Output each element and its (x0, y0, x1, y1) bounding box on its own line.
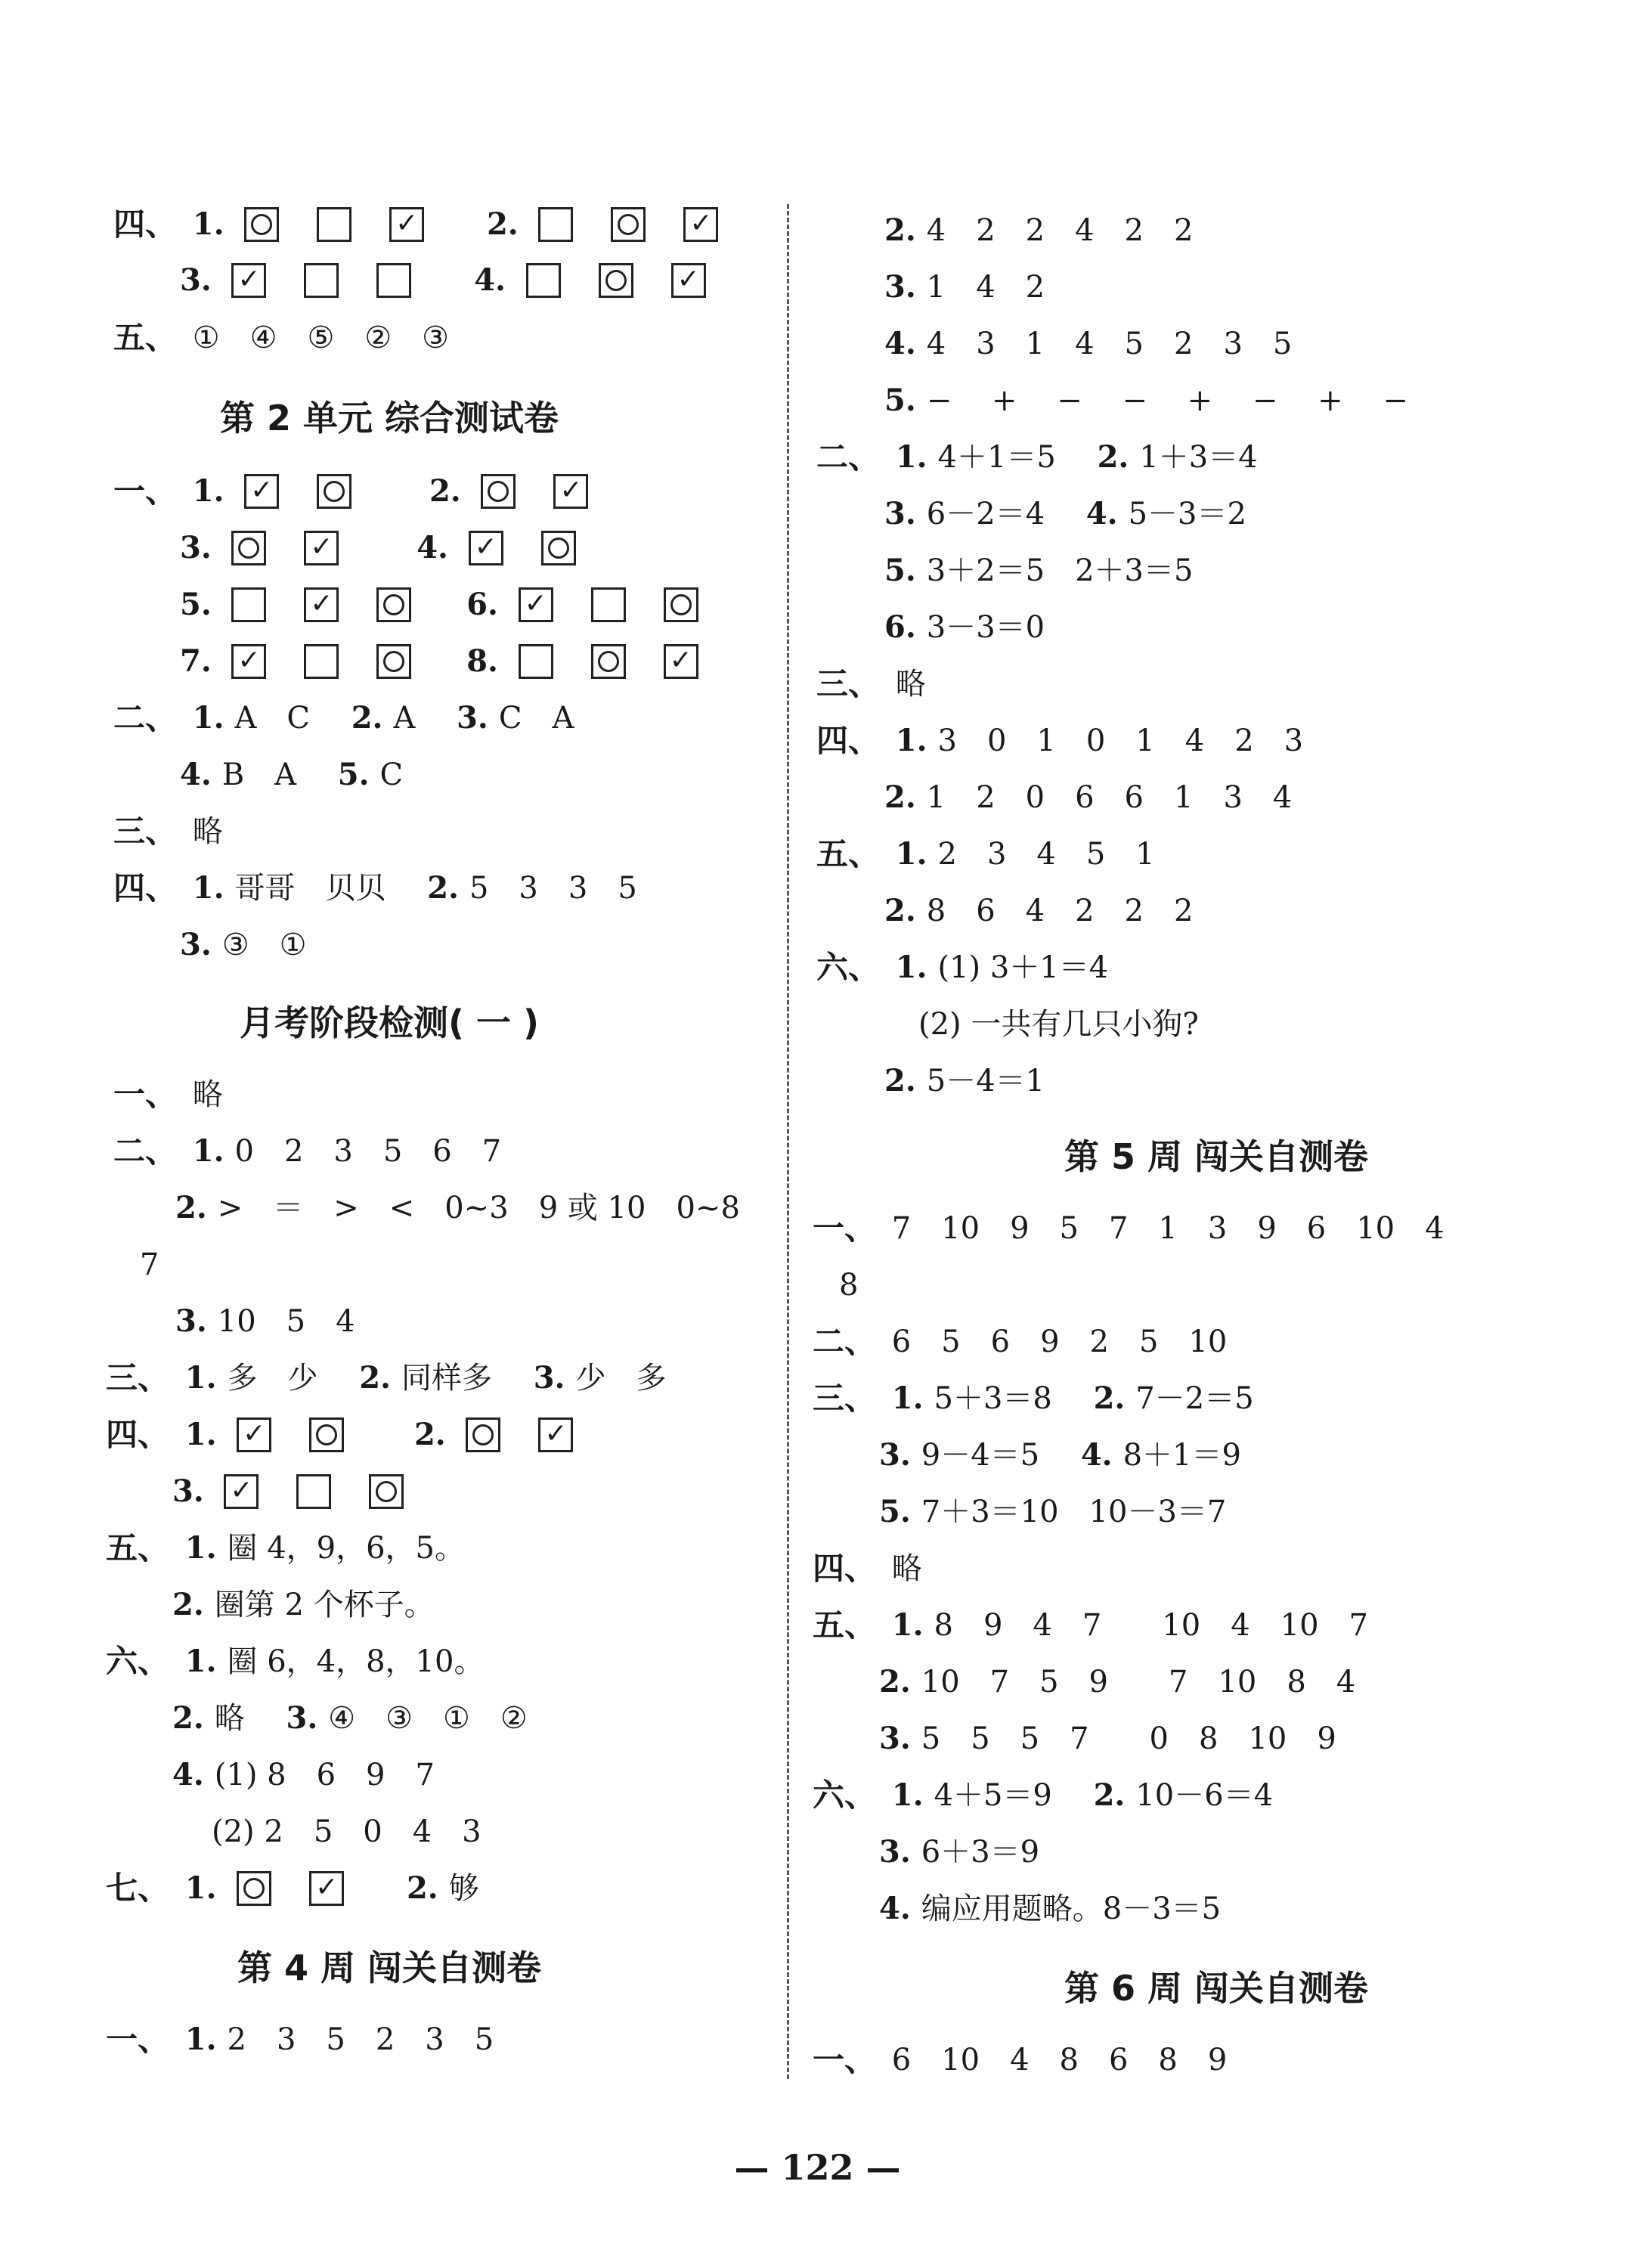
circle-box-icon (481, 474, 516, 509)
answer-line (884, 771, 1292, 820)
answer-text: 9－4＝5 (921, 1438, 1040, 1473)
question-number: 3. (172, 1473, 204, 1509)
question-number: 3. (180, 262, 212, 298)
empty-box-icon (526, 263, 561, 298)
answer-line (816, 431, 1258, 479)
check-box-icon (224, 1474, 259, 1509)
answer-text: 3－3＝0 (926, 610, 1045, 645)
answer-text: ③ ① (221, 928, 307, 962)
question-number: 1. (891, 1607, 924, 1643)
answer-line (212, 1805, 482, 1854)
answer-text: 5 5 5 7 0 8 10 9 (921, 1721, 1336, 1756)
question-number: 1. (184, 1530, 217, 1566)
answer-text: 7 (140, 1247, 159, 1282)
answer-text: 7－2＝5 (1135, 1381, 1254, 1416)
answer-line (813, 1202, 1445, 1250)
answer-text: 8＋1＝9 (1123, 1438, 1241, 1473)
question-number: 2. (884, 212, 916, 248)
question-number: 6. (884, 609, 916, 645)
answer-text: 圈第 2 个杯子。 (214, 1588, 435, 1622)
answer-line (879, 1882, 1221, 1931)
answer-line (113, 198, 756, 246)
section-label: 四、 (816, 722, 881, 759)
answer-text: 5＋3＝8 (934, 1381, 1052, 1416)
answer-text: A C (234, 701, 310, 736)
answer-line (813, 1315, 1227, 1364)
answer-line (813, 1599, 1368, 1647)
answer-text: 0 2 3 5 6 7 (234, 1134, 502, 1169)
empty-box-icon (231, 587, 266, 622)
question-number: 1. (184, 2022, 217, 2057)
question-number: 2. (1093, 1380, 1126, 1416)
answer-text: 少 多 (575, 1361, 667, 1396)
section-label: 四、 (106, 1416, 170, 1453)
answer-line (113, 862, 637, 910)
empty-box-icon (519, 644, 553, 679)
question-number: 1. (184, 1870, 217, 1906)
answer-text: ① ④ ⑤ ② ③ (192, 321, 450, 355)
question-number: 4. (1085, 496, 1118, 531)
check-box-icon (683, 207, 718, 242)
section-label: 五、 (816, 835, 881, 872)
answer-line (175, 1182, 740, 1230)
answer-line (879, 1486, 1226, 1534)
section-label: 一、 (113, 472, 178, 510)
check-box-icon (231, 644, 266, 679)
answer-line (879, 1656, 1355, 1704)
circle-box-icon (231, 531, 266, 565)
answer-text: 4 3 1 4 5 2 3 5 (926, 327, 1293, 361)
answer-text: 6 5 6 9 2 5 10 (891, 1325, 1228, 1359)
question-number: 1. (184, 1644, 217, 1679)
answer-text: > ＝ > < 0~3 9 或 10 0~8 (217, 1191, 740, 1225)
circle-box-icon (244, 207, 279, 242)
answer-line (813, 1372, 1254, 1421)
empty-box-icon (296, 1474, 331, 1509)
answer-text: 2 3 4 5 1 (937, 837, 1155, 872)
section-label: 七、 (106, 1870, 170, 1907)
check-box-icon (664, 644, 698, 679)
answer-line (879, 1429, 1241, 1477)
question-number: 1. (895, 950, 927, 985)
answer-text: 略 (192, 814, 223, 849)
answer-text: 1 4 2 (926, 270, 1045, 305)
answer-line (813, 1769, 1273, 1817)
answer-text: 7 10 9 5 7 1 3 9 6 10 4 (891, 1211, 1445, 1246)
question-number: 2. (884, 893, 916, 928)
answer-text: 3 0 1 0 1 4 2 3 (937, 723, 1304, 758)
answer-line (884, 318, 1292, 366)
answer-line (813, 1542, 922, 1591)
section-label: 一、 (106, 2021, 170, 2058)
answer-text: B A (221, 758, 297, 792)
question-number: 2. (884, 779, 916, 815)
circle-box-icon (317, 474, 351, 509)
answer-text: 2 3 5 2 3 5 (227, 2022, 494, 2057)
circle-box-icon (376, 644, 411, 679)
answer-line (180, 635, 736, 683)
question-number: 2. (429, 473, 461, 509)
question-number: 4. (884, 326, 916, 361)
answer-line (813, 2034, 1227, 2082)
section-label: 二、 (816, 438, 881, 476)
column-divider (787, 204, 789, 2079)
answer-line (113, 465, 626, 513)
answer-text: (2) 2 5 0 4 3 (212, 1814, 482, 1849)
answer-text: C A (498, 701, 574, 736)
question-number: 2. (172, 1700, 204, 1736)
answer-line (884, 544, 1193, 593)
answer-line (106, 1862, 479, 1910)
check-box-icon (469, 531, 503, 565)
question-number: 4. (879, 1891, 911, 1926)
empty-box-icon (304, 644, 339, 679)
answer-line (879, 1712, 1336, 1761)
question-number: 1. (184, 1417, 217, 1452)
section-title: 第 2 单元 综合测试卷 (219, 398, 559, 438)
answer-line (180, 748, 403, 797)
answer-line (172, 1465, 441, 1514)
question-number: 8. (466, 643, 498, 679)
section-label: 六、 (106, 1643, 170, 1680)
answer-text: 10－6＝4 (1135, 1778, 1274, 1813)
answer-text: 4＋5＝9 (934, 1778, 1052, 1813)
check-box-icon (538, 1418, 573, 1452)
question-number: 2. (879, 1664, 911, 1699)
answer-line (140, 1238, 159, 1287)
question-number: 1. (891, 1777, 924, 1813)
question-number: 2. (427, 870, 459, 906)
answer-text: 1＋3＝4 (1139, 440, 1258, 475)
answer-text: (2) 一共有几只小狗? (918, 1007, 1199, 1042)
question-number: 6. (466, 587, 498, 622)
question-number: 1. (192, 206, 225, 242)
circle-box-icon (664, 587, 698, 622)
answer-line (172, 1749, 435, 1797)
question-number: 2. (1093, 1777, 1126, 1813)
answer-text: 8 (839, 1268, 859, 1303)
section-label: 二、 (113, 699, 178, 736)
check-box-icon (244, 474, 279, 509)
answer-text: 略 (214, 1701, 245, 1736)
section-title: 第 4 周 闯关自测卷 (237, 1947, 542, 1988)
check-box-icon (519, 587, 553, 622)
question-number: 2. (172, 1587, 204, 1622)
answer-line (180, 522, 614, 570)
question-number: 4. (474, 262, 506, 298)
answer-line (106, 1635, 484, 1684)
answer-text: 略 (891, 1551, 922, 1586)
answer-line (113, 805, 223, 854)
section-label: 五、 (113, 319, 178, 356)
section-label: 三、 (816, 665, 881, 702)
question-number: 1. (192, 700, 225, 736)
question-number: 3. (457, 700, 488, 736)
answer-line (884, 601, 1045, 649)
section-label: 三、 (813, 1380, 877, 1417)
answer-line (113, 1125, 501, 1173)
question-number: 4. (180, 757, 212, 792)
answer-text: 够 (448, 1871, 479, 1906)
question-number: 1. (895, 836, 927, 872)
question-number: 3. (879, 1721, 911, 1756)
answer-text: 7＋3＝10 10－3＝7 (921, 1495, 1227, 1529)
answer-text: 8 9 4 7 10 4 10 7 (934, 1608, 1368, 1643)
answer-text: (1) 3＋1＝4 (937, 950, 1109, 985)
answer-line (918, 998, 1199, 1046)
check-box-icon (237, 1418, 271, 1452)
question-number: 3. (180, 530, 212, 565)
circle-box-icon (599, 263, 633, 298)
answer-line (884, 204, 1193, 253)
section-label: 五、 (106, 1529, 170, 1566)
check-box-icon (231, 263, 266, 298)
question-number: 3. (286, 1700, 318, 1736)
answer-text: 哥哥 贝贝 (234, 871, 386, 906)
section-label: 三、 (113, 813, 178, 850)
question-number: 3. (884, 269, 916, 305)
answer-text: C (379, 758, 404, 792)
question-number: 1. (192, 1133, 225, 1169)
answer-text: 6＋3＝9 (921, 1835, 1040, 1870)
answer-line (884, 488, 1246, 536)
answer-text: (1) 8 6 9 7 (214, 1758, 435, 1792)
question-number: 2. (486, 206, 519, 242)
answer-line (180, 578, 736, 627)
empty-box-icon (304, 263, 339, 298)
section-title: 第 6 周 闯关自测卷 (1064, 1968, 1369, 2009)
answer-text: 4 2 2 4 2 2 (926, 213, 1194, 248)
check-box-icon (671, 263, 706, 298)
answer-text: − + − − + − + − (926, 383, 1408, 418)
question-number: 3. (533, 1360, 565, 1396)
circle-box-icon (591, 644, 626, 679)
section-label: 四、 (113, 869, 178, 906)
answer-line (113, 311, 449, 360)
answer-line (839, 1259, 858, 1307)
answer-text: 同样多 (401, 1361, 492, 1396)
question-number: 5. (337, 757, 370, 792)
page-number: — 122 — (734, 2147, 901, 2188)
answer-text: 5－3＝2 (1128, 497, 1246, 531)
answer-text: 5－4＝1 (926, 1064, 1045, 1098)
question-number: 7. (180, 643, 212, 679)
question-number: 2. (406, 1870, 438, 1906)
section-label: 六、 (813, 1777, 877, 1814)
check-box-icon (304, 531, 339, 565)
answer-text: 略 (895, 667, 926, 702)
answer-line (172, 1692, 528, 1740)
empty-box-icon (591, 587, 626, 622)
question-number: 5. (180, 587, 212, 622)
answer-text: 10 5 4 (217, 1304, 355, 1339)
answer-text: 6 10 4 8 6 8 9 (891, 2043, 1228, 2077)
answer-text: 多 少 (227, 1361, 318, 1396)
question-number: 5. (879, 1494, 911, 1529)
answer-text: 略 (192, 1077, 223, 1112)
question-number: 4. (416, 530, 448, 565)
circle-box-icon (611, 207, 646, 242)
answer-text: 圈 6，4，8，10。 (227, 1644, 485, 1679)
section-title: 月考阶段检测( 一 ) (239, 1002, 540, 1043)
answer-text: 8 6 4 2 2 2 (926, 894, 1194, 928)
circle-box-icon (376, 587, 411, 622)
question-number: 5. (884, 553, 916, 588)
section-label: 五、 (813, 1606, 877, 1644)
check-box-icon (553, 474, 588, 509)
section-label: 二、 (813, 1323, 877, 1360)
empty-box-icon (376, 263, 411, 298)
question-number: 1. (192, 473, 225, 509)
answer-text: ④ ③ ① ② (328, 1701, 528, 1736)
section-label: 一、 (113, 1076, 178, 1113)
answer-text: 圈 4，9，6，5。 (227, 1531, 466, 1566)
question-number: 3. (180, 927, 212, 962)
question-number: 5. (884, 383, 916, 418)
question-number: 2. (1097, 439, 1129, 475)
answer-line (879, 1826, 1039, 1874)
question-number: 2. (175, 1190, 207, 1225)
question-number: 4. (1080, 1437, 1113, 1473)
answer-line (884, 261, 1045, 309)
circle-box-icon (369, 1474, 404, 1509)
answer-text: 6－2＝4 (926, 497, 1045, 531)
answer-line (816, 658, 926, 706)
answer-text: 编应用题略。8－3＝5 (921, 1892, 1222, 1926)
check-box-icon (309, 1871, 344, 1906)
circle-box-icon (237, 1871, 271, 1906)
empty-box-icon (317, 207, 351, 242)
section-title: 第 5 周 闯关自测卷 (1064, 1136, 1369, 1177)
answer-line (816, 714, 1303, 763)
answer-text: 1 2 0 6 6 1 3 4 (926, 780, 1293, 815)
answer-line (172, 1579, 435, 1627)
question-number: 1. (895, 439, 927, 475)
section-label: 六、 (816, 949, 881, 986)
section-label: 三、 (106, 1359, 170, 1396)
answer-text: A (393, 701, 416, 736)
section-label: 四、 (113, 206, 178, 243)
answer-line (113, 1068, 223, 1117)
empty-box-icon (538, 207, 573, 242)
answer-line (175, 1295, 355, 1343)
circle-box-icon (541, 531, 576, 565)
question-number: 3. (879, 1437, 911, 1473)
answer-line (816, 941, 1108, 990)
answer-text: 10 7 5 9 7 10 8 4 (921, 1665, 1356, 1699)
question-number: 1. (192, 870, 225, 906)
answer-line (113, 692, 574, 740)
answer-text: 5 3 3 5 (469, 871, 637, 906)
question-number: 4. (172, 1757, 204, 1792)
answer-line (884, 374, 1408, 423)
answer-line (106, 1408, 611, 1457)
question-number: 3. (884, 496, 916, 531)
answer-line (884, 885, 1193, 933)
question-number: 1. (891, 1380, 924, 1416)
answer-line (180, 919, 306, 967)
answer-text: 3＋2＝5 2＋3＝5 (926, 553, 1194, 588)
answer-line (816, 828, 1155, 876)
section-label: 二、 (113, 1132, 178, 1170)
section-label: 四、 (813, 1550, 877, 1587)
check-box-icon (389, 207, 424, 242)
question-number: 2. (413, 1417, 446, 1452)
answer-line (106, 1352, 666, 1400)
question-number: 2. (351, 700, 383, 736)
answer-line (884, 1055, 1045, 1103)
circle-box-icon (309, 1418, 344, 1452)
question-number: 1. (184, 1360, 217, 1396)
answer-line (106, 1522, 465, 1570)
circle-box-icon (466, 1418, 500, 1452)
answer-line (180, 254, 744, 302)
answer-line (106, 2013, 494, 2062)
question-number: 3. (879, 1834, 911, 1870)
question-number: 2. (359, 1360, 391, 1396)
section-label: 一、 (813, 1210, 877, 1247)
question-number: 1. (895, 723, 927, 758)
question-number: 2. (884, 1063, 916, 1098)
question-number: 3. (175, 1303, 207, 1339)
section-label: 一、 (813, 2041, 877, 2078)
check-box-icon (304, 587, 339, 622)
answer-text: 4＋1＝5 (937, 440, 1056, 475)
